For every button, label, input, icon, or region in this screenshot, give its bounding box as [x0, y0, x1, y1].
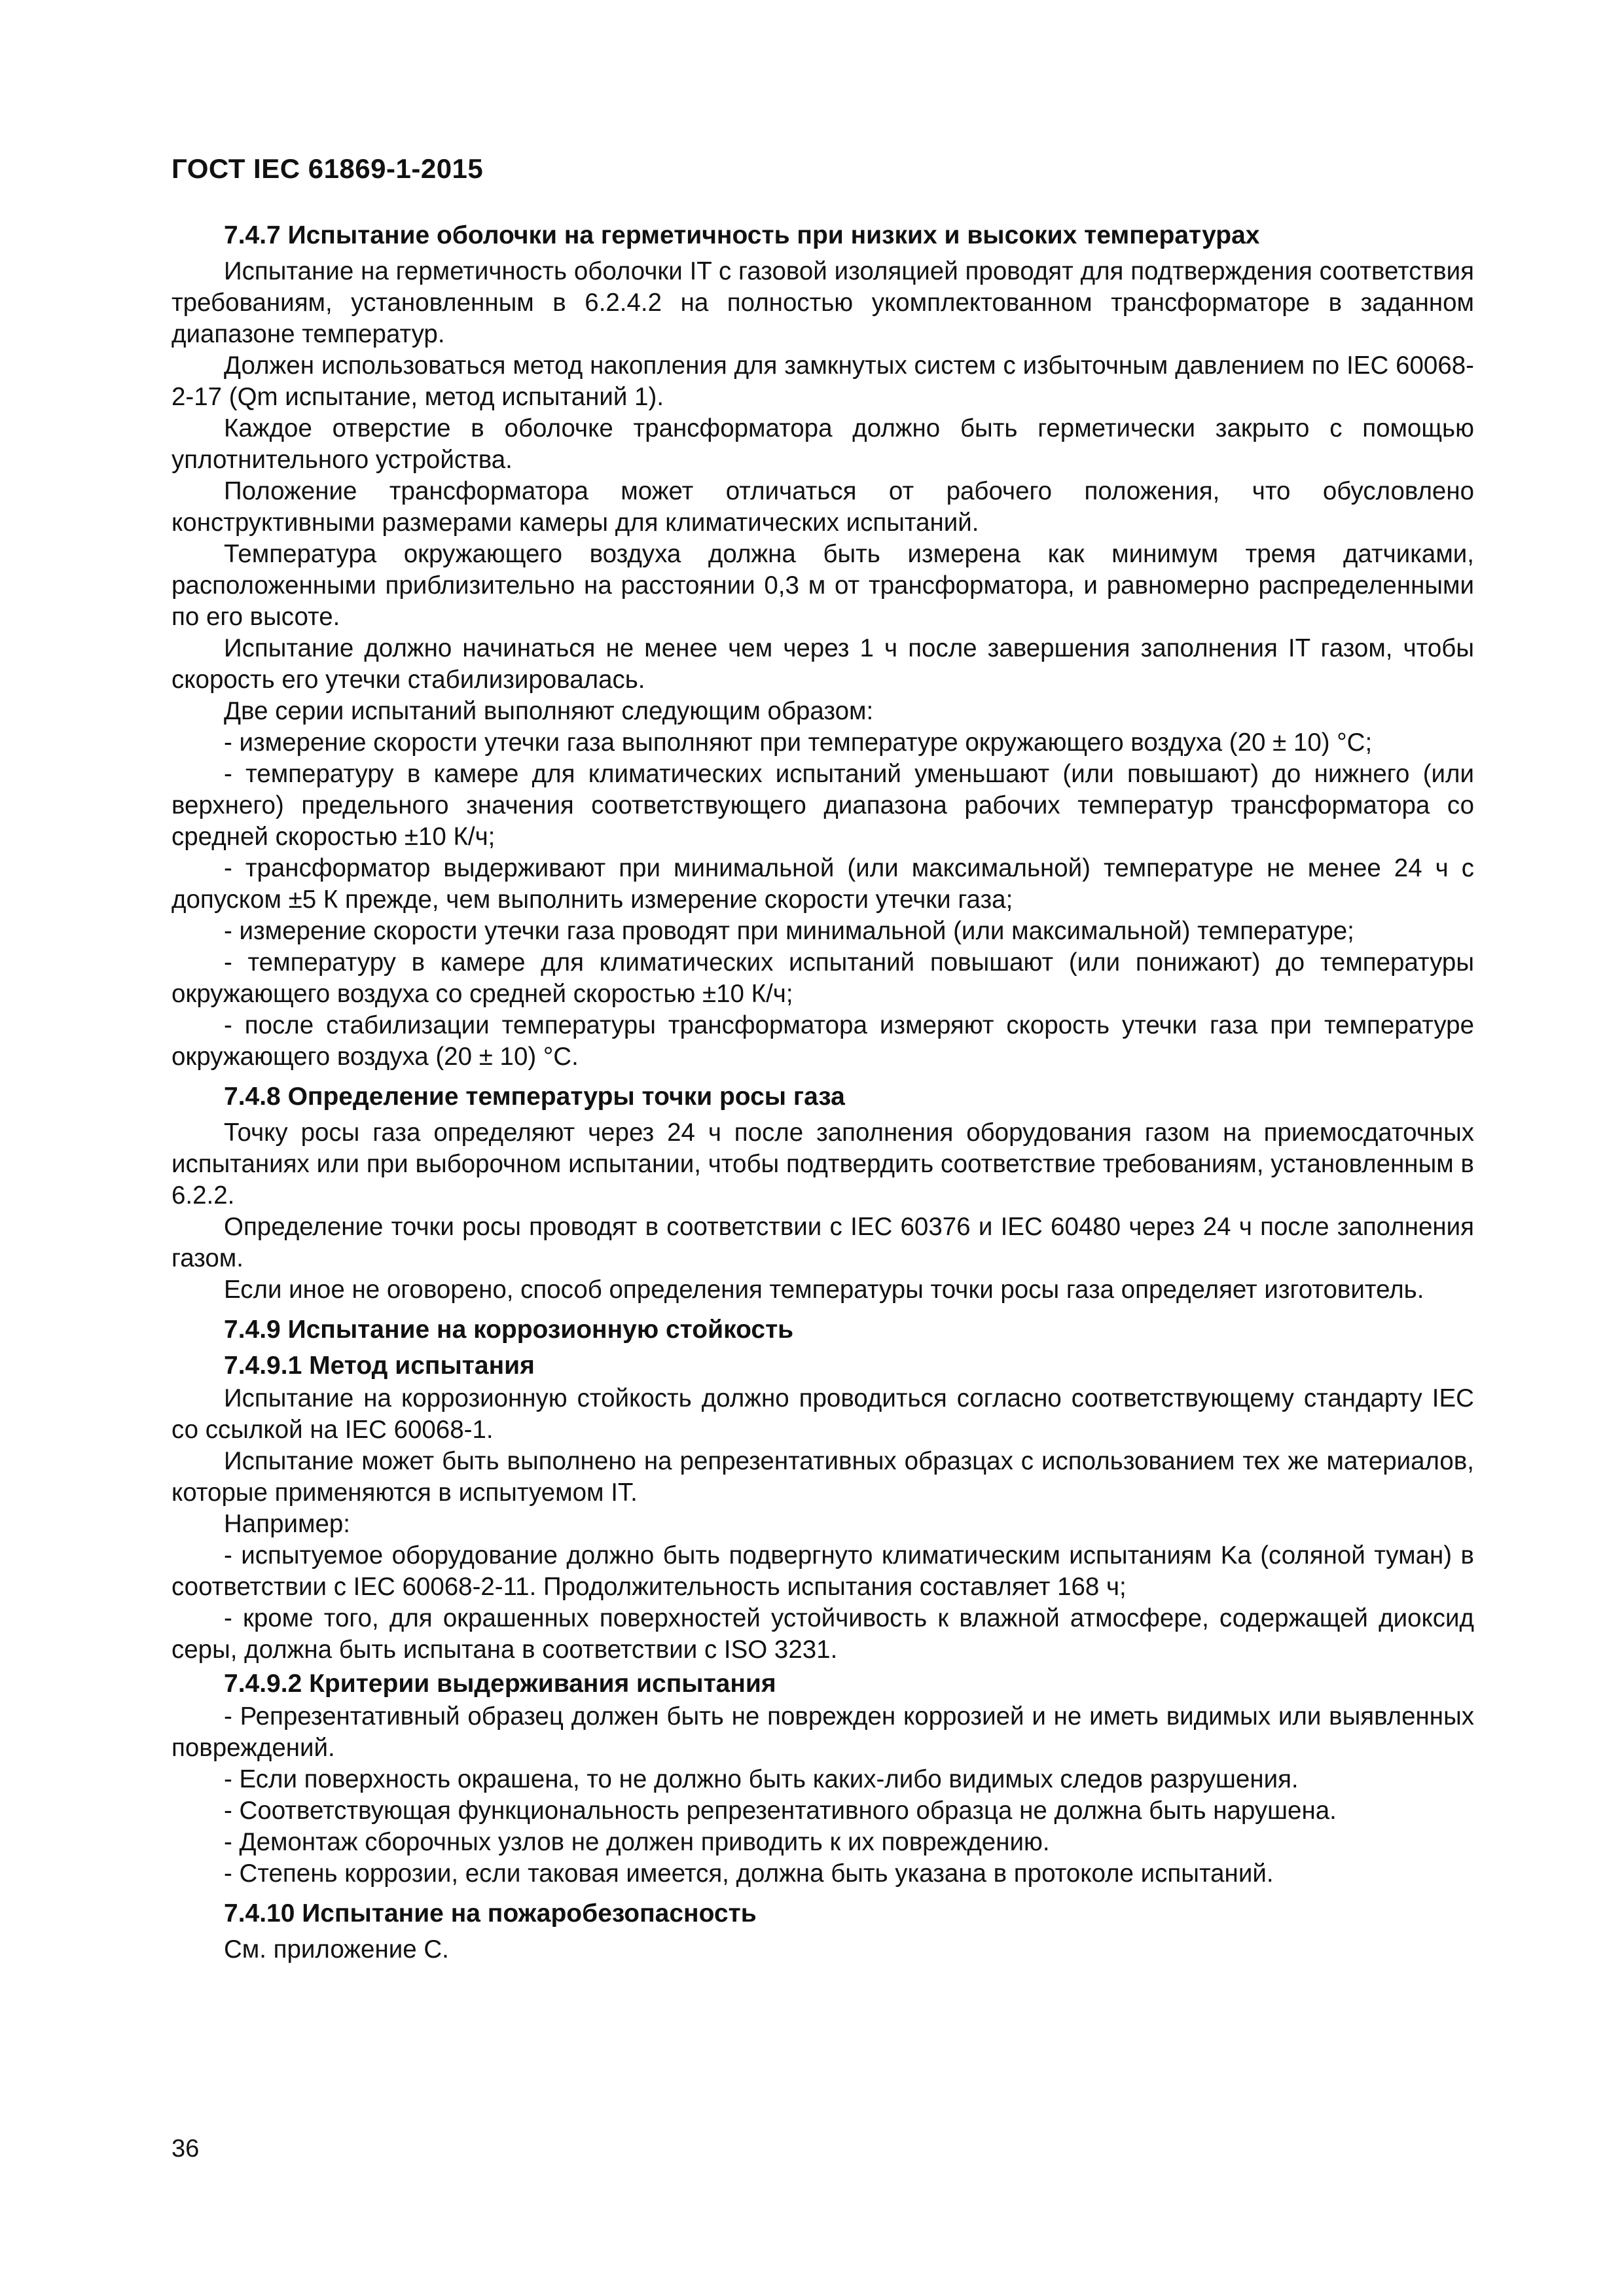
paragraph: См. приложение С. — [224, 1935, 449, 1964]
paragraph: Определение точки росы проводят в соответствии с IEC 60376 и IEC 60480 через 24 ч после заполнения газом. — [171, 1213, 1474, 1272]
list-item: - Репрезентативный образец должен быть не поврежден коррозией и не иметь видимых или выявленных повреждений. — [171, 1702, 1474, 1762]
paragraph: Температура окружающего воздуха должна быть измерена как минимум тремя датчиками, расположенными приблизительно на расстоянии 0,3 м от трансформатора, и равномерно распределенными по его высоте. — [171, 540, 1474, 631]
paragraph: Испытание может быть выполнено на репрезентативных образцах с использованием тех же материалов, которые применяются в испытуемом IT. — [171, 1447, 1474, 1507]
list-item: - Демонтаж сборочных узлов не должен приводить к их повреждению. — [224, 1828, 1050, 1856]
paragraph: Если иное не оговорено, способ определения температуры точки росы газа определяет изготовитель. — [224, 1276, 1424, 1304]
paragraph: Каждое отверстие в оболочке трансформатора должно быть герметически закрыто с помощью уплотнительного устройства. — [171, 414, 1474, 474]
list-item: - измерение скорости утечки газа выполняют при температуре окружающего воздуха (20 ± 10) °С; — [224, 728, 1373, 757]
paragraph: Испытание на герметичность оболочки IT с газовой изоляцией проводят для подтверждения соответствия требованиям, установленным в 6.2.4.2 на полностью укомплектованном трансформаторе в заданном диапазоне температур. — [171, 257, 1474, 348]
subsection-heading: 7.4.9.2 Критерии выдерживания испытания — [224, 1670, 776, 1698]
paragraph: Например: — [224, 1510, 350, 1538]
section-7-4-9 — [171, 1314, 1474, 1890]
list-item: - измерение скорости утечки газа проводят при минимальной (или максимальной) температуре; — [224, 917, 1354, 945]
paragraph: Положение трансформатора может отличаться от рабочего положения, что обусловлено конструктивными размерами камеры для климатических испытаний. — [171, 477, 1474, 537]
section-7-4-7 — [171, 219, 1474, 1073]
paragraph: Две серии испытаний выполняют следующим образом: — [224, 697, 874, 725]
section-heading: 7.4.8 Определение температуры точки росы газа — [224, 1083, 845, 1111]
list-item: - Если поверхность окрашена, то не должно быть каких-либо видимых следов разрушения. — [224, 1765, 1299, 1793]
section-heading: 7.4.7 Испытание оболочки на герметичность при низких и высоких температурах — [224, 221, 1260, 249]
section-7-4-10 — [171, 1897, 1474, 1965]
document-header: ГОСТ IEC 61869-1-2015 — [171, 153, 484, 184]
list-item: - после стабилизации температуры трансформатора измеряют скорость утечки газа при температуре окружающего воздуха (20 ± 10) °С. — [171, 1011, 1474, 1071]
paragraph: Испытание на коррозионную стойкость должно проводиться согласно соответствующему стандарту IEC со ссылкой на IEC 60068-1. — [171, 1384, 1474, 1444]
document-body — [171, 219, 1474, 1965]
paragraph: Точку росы газа определяют через 24 ч после заполнения оборудования газом на приемосдаточных испытаниях или при выборочном испытании, чтобы подтвердить соответствие требованиям, установленным в 6.2.2. — [171, 1119, 1474, 1210]
list-item: - температуру в камере для климатических испытаний повышают (или понижают) до температуры окружающего воздуха со средней скоростью ±10 К/ч; — [171, 948, 1474, 1008]
paragraph: Испытание должно начинаться не менее чем через 1 ч после завершения заполнения IT газом, чтобы скорость его утечки стабилизировалась. — [171, 634, 1474, 694]
list-item: - температуру в камере для климатических испытаний уменьшают (или повышают) до нижнего (или верхнего) предельного значения соответствующего диапазона рабочих температур трансформатора со средней скоростью ±10 К/ч; — [171, 760, 1474, 851]
page-number: 36 — [171, 2135, 200, 2162]
list-item: - трансформатор выдерживают при минимальной (или максимальной) температуре не менее 24 ч с допуском ±5 К прежде, чем выполнить измерение скорости утечки газа; — [171, 854, 1474, 914]
list-item: - Степень коррозии, если таковая имеется, должна быть указана в протоколе испытаний. — [224, 1859, 1274, 1888]
section-heading: 7.4.10 Испытание на пожаробезопасность — [224, 1899, 757, 1928]
section-7-4-8 — [171, 1081, 1474, 1306]
paragraph: Должен использоваться метод накопления для замкнутых систем с избыточным давлением по IEC 60068-2-17 (Qm испытание, метод испытаний 1). — [171, 351, 1474, 411]
list-item: - Соответствующая функциональность репрезентативного образца не должна быть нарушена. — [224, 1797, 1337, 1825]
list-item: - кроме того, для окрашенных поверхностей устойчивость к влажной атмосфере, содержащей диоксид серы, должна быть испытана в соответствии с ISO 3231. — [171, 1604, 1474, 1664]
section-heading: 7.4.9 Испытание на коррозионную стойкость — [224, 1316, 794, 1344]
list-item: - испытуемое оборудование должно быть подвергнуто климатическим испытаниям Ka (соляной туман) в соответствии с IEC 60068-2-11. Продолжительность испытания составляет 168 ч; — [171, 1541, 1474, 1601]
subsection-heading: 7.4.9.1 Метод испытания — [224, 1352, 535, 1380]
